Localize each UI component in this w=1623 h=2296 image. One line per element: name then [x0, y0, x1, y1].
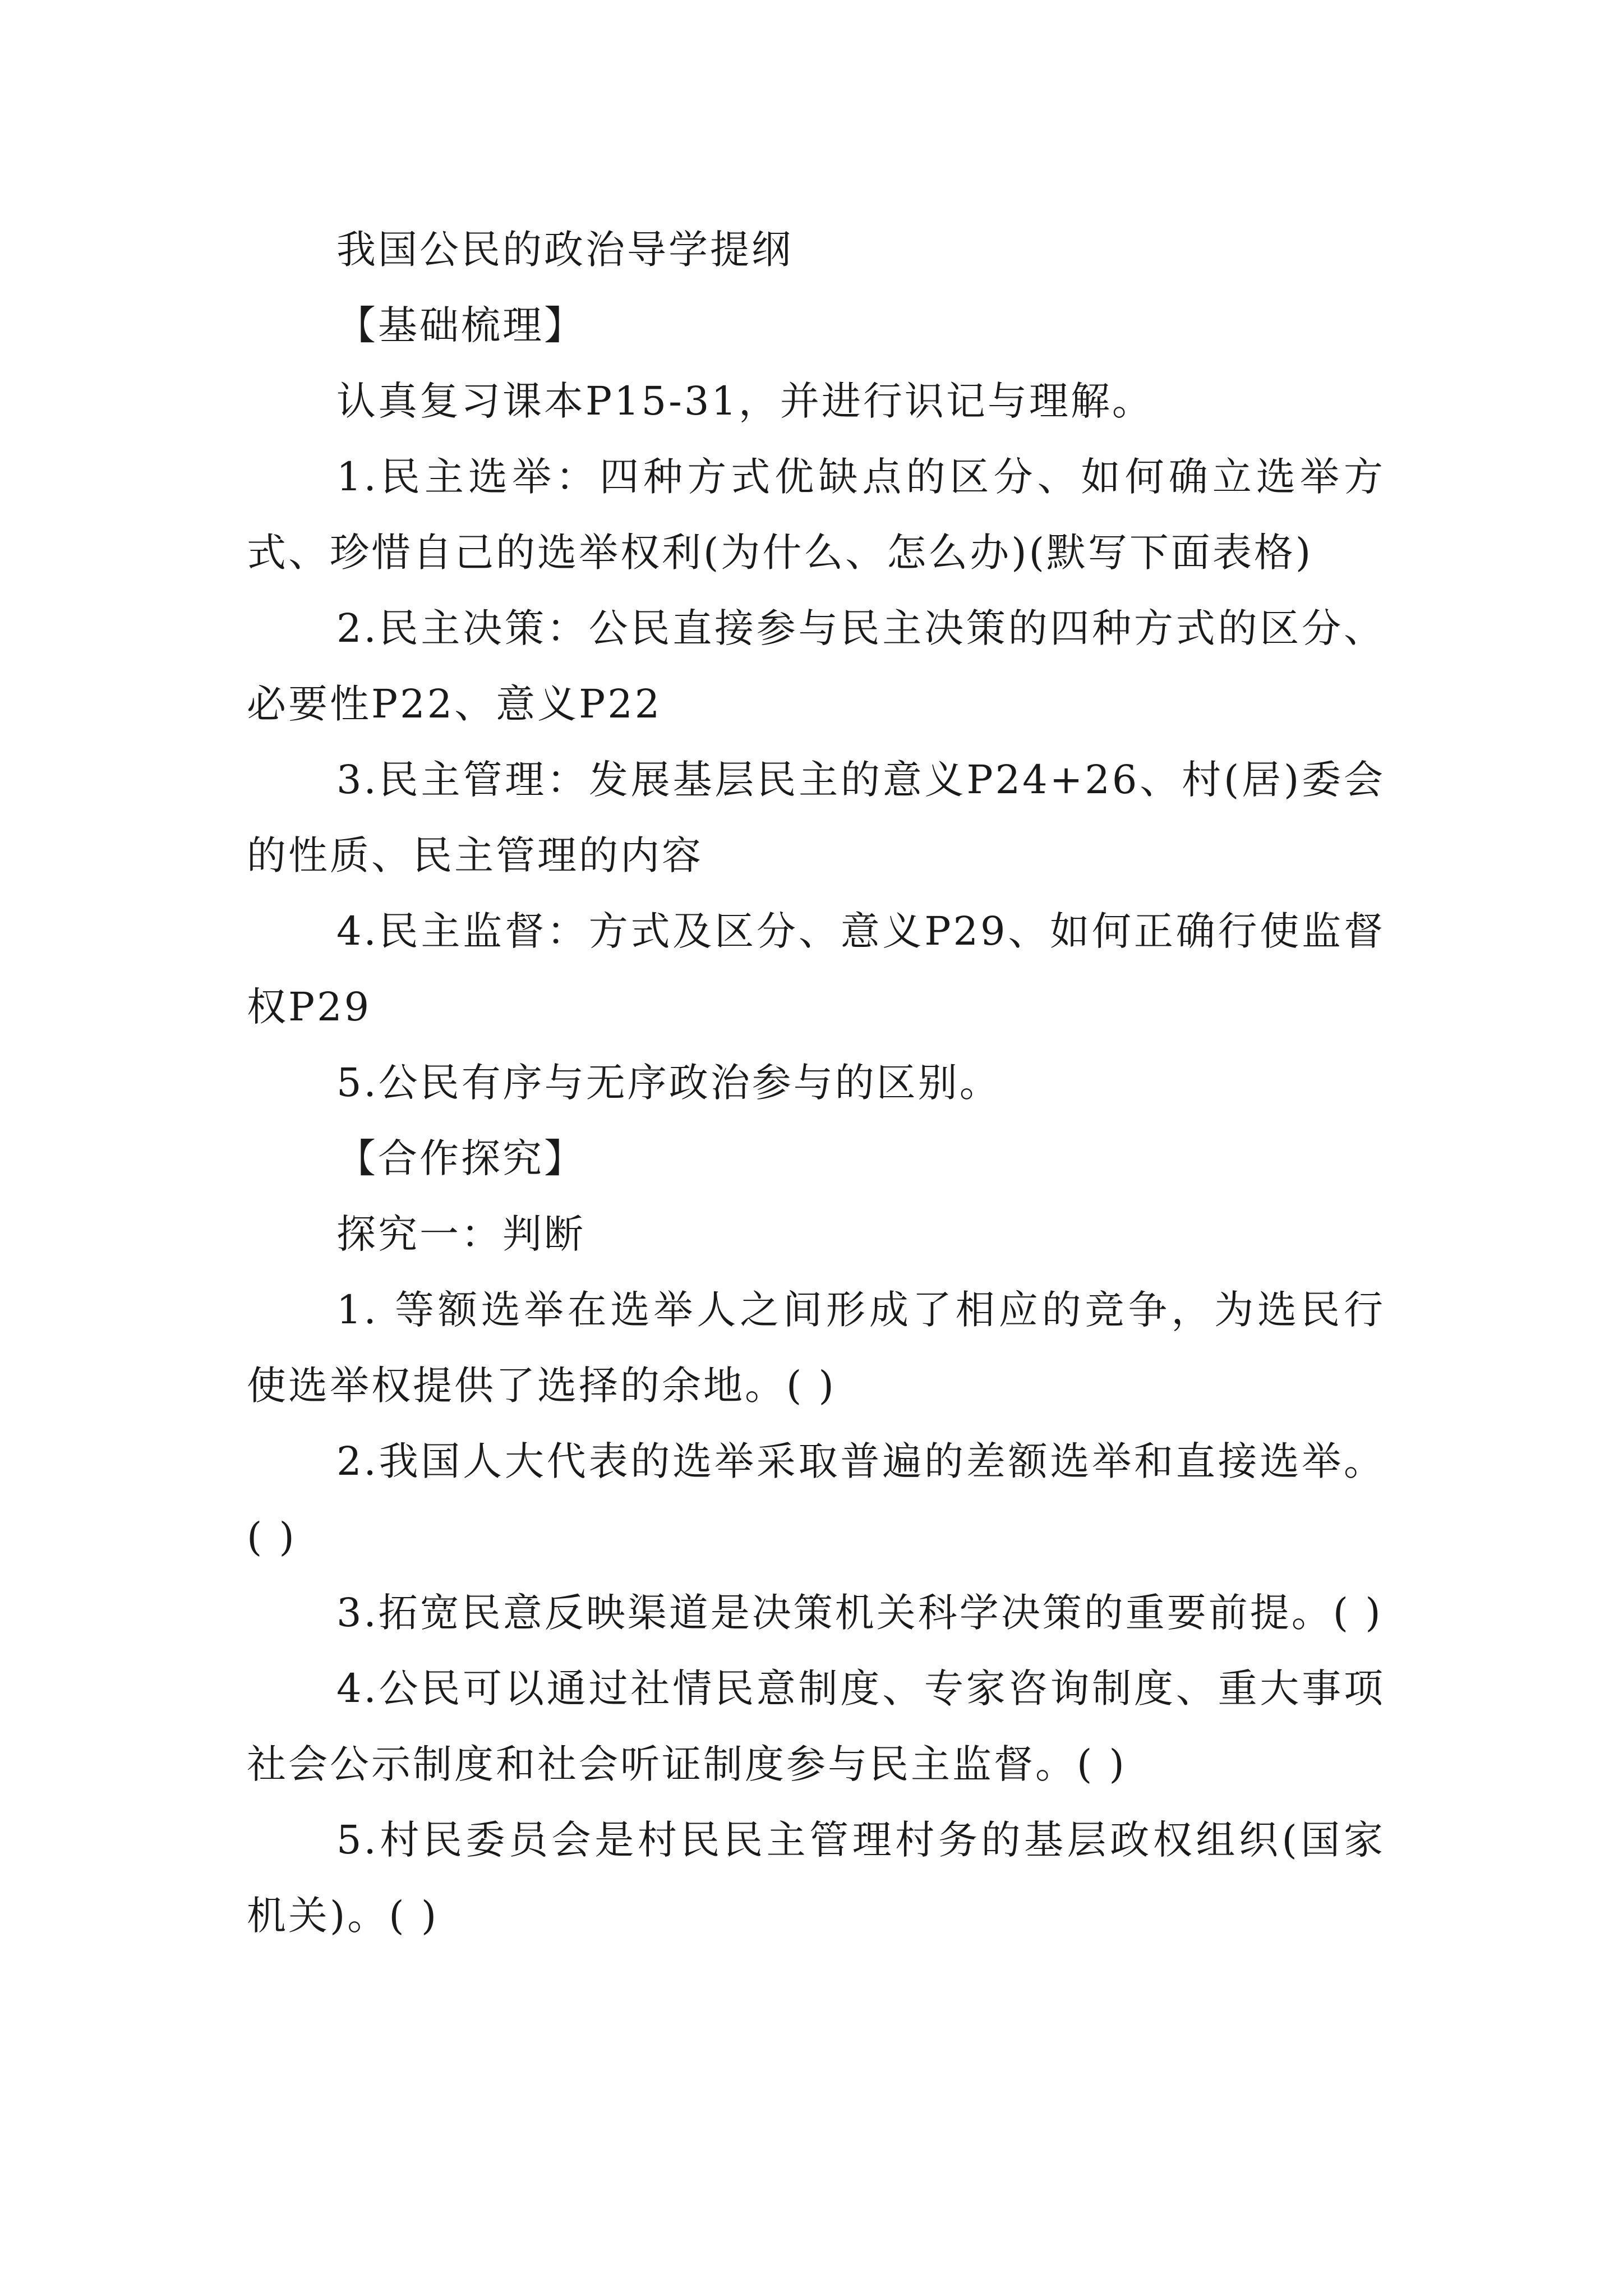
outline-item-2: 2.民主决策：公民直接参与民主决策的四种方式的区分、必要性P22、意义P22 [247, 605, 1385, 727]
review-instruction: 认真复习课本P15-31，并进行识记与理解。 [336, 378, 1154, 424]
judgment-question-3: 3.拓宽民意反映渠道是决策机关科学决策的重要前提。( ) [336, 1590, 1383, 1636]
outline-item-1: 1.民主选举：四种方式优缺点的区分、如何确立选举方式、珍惜自己的选举权利(为什么、怎么办)(默写下面表格) [247, 454, 1385, 576]
document-body [247, 212, 1385, 1954]
outline-item-3: 3.民主管理：发展基层民主的意义P24+26、村(居)委会的性质、民主管理的内容 [247, 757, 1385, 878]
outline-item-4: 4.民主监督：方式及区分、意义P29、如何正确行使监督权P29 [247, 908, 1385, 1030]
section-heading-cooperation: 【合作探究】 [336, 1135, 585, 1181]
judgment-question-2: 2.我国人大代表的选举采取普遍的差额选举和直接选举。( ) [247, 1438, 1385, 1560]
document-title: 我国公民的政治导学提纲 [336, 227, 793, 273]
section-heading-basics: 【基础梳理】 [336, 302, 585, 348]
judgment-question-1: 1. 等额选举在选举人之间形成了相应的竞争，为选民行使选举权提供了选择的余地。( ) [247, 1287, 1385, 1409]
judgment-question-5: 5.村民委员会是村民民主管理村务的基层政权组织(国家机关)。( ) [247, 1817, 1385, 1939]
exploration-one-heading: 探究一：判断 [336, 1211, 585, 1257]
judgment-question-4: 4.公民可以通过社情民意制度、专家咨询制度、重大事项社会公示制度和社会听证制度参与民主监督。( ) [247, 1665, 1385, 1787]
outline-item-5: 5.公民有序与无序政治参与的区别。 [336, 1060, 1001, 1106]
